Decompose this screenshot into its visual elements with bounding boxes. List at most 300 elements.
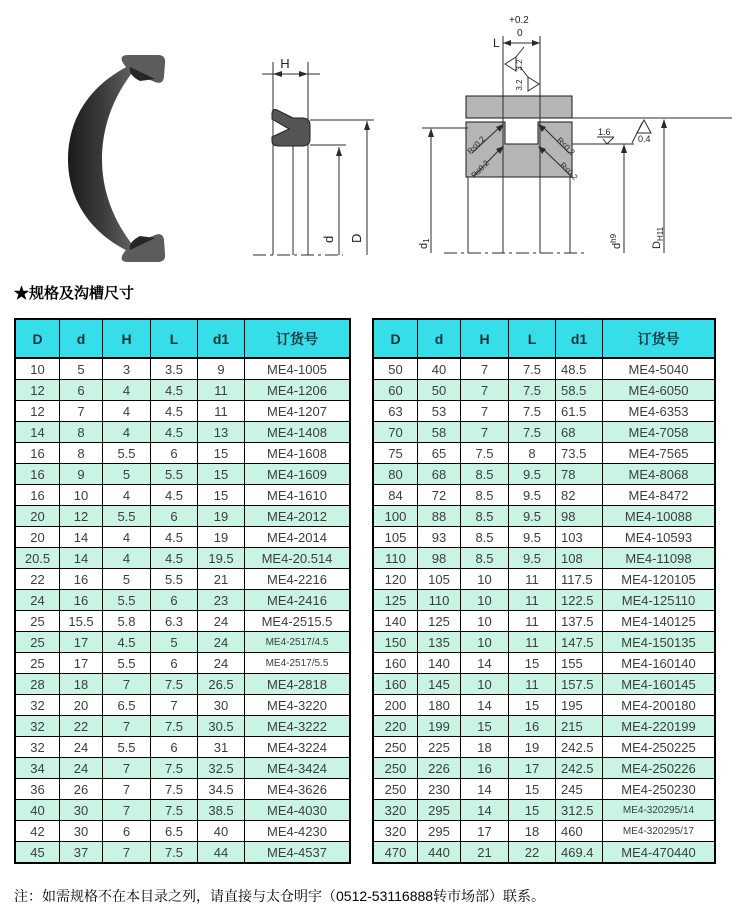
dimension-cell: 5.5 bbox=[103, 443, 151, 464]
dimension-cell: 7.5 bbox=[509, 380, 556, 401]
dimension-cell: 68 bbox=[418, 464, 461, 485]
dimension-cell: 15.5 bbox=[60, 611, 103, 632]
dim-label-DH11: $D_{H11}$ bbox=[651, 226, 665, 249]
table-row bbox=[373, 443, 715, 464]
dimension-cell: 7 bbox=[461, 358, 509, 380]
dimension-cell: 6.3 bbox=[151, 611, 198, 632]
dimension-cell: 18 bbox=[461, 737, 509, 758]
dimension-cell: 8 bbox=[60, 422, 103, 443]
dimension-cell: 25 bbox=[15, 611, 60, 632]
dimension-cell: 4 bbox=[103, 422, 151, 443]
dimension-cell: 18 bbox=[509, 821, 556, 842]
dimension-cell: 10 bbox=[461, 632, 509, 653]
dimension-cell: 75 bbox=[373, 443, 418, 464]
dimension-cell: 105 bbox=[373, 527, 418, 548]
column-header: D bbox=[373, 319, 418, 358]
dimension-cell: 105 bbox=[418, 569, 461, 590]
dimension-cell: 24 bbox=[198, 653, 245, 674]
dimension-cell: 7 bbox=[103, 758, 151, 779]
dimension-cell: 34.5 bbox=[198, 779, 245, 800]
dimension-cell: 460 bbox=[556, 821, 603, 842]
dimension-cell: 19.5 bbox=[198, 548, 245, 569]
dimension-cell: 7.5 bbox=[151, 716, 198, 737]
dimension-cell: 7.5 bbox=[151, 674, 198, 695]
table-row bbox=[373, 611, 715, 632]
dimension-cell: 14 bbox=[60, 548, 103, 569]
table-row bbox=[373, 674, 715, 695]
tolerance-upper: +0.2 bbox=[509, 15, 529, 26]
column-header: 订货号 bbox=[603, 319, 716, 358]
dimension-cell: 6 bbox=[151, 737, 198, 758]
dimension-cell: 15 bbox=[198, 443, 245, 464]
dimension-cell: 4 bbox=[103, 527, 151, 548]
dim-label-d1: d1 bbox=[418, 238, 431, 249]
dimension-cell: 122.5 bbox=[556, 590, 603, 611]
order-number-cell: ME4-6353 bbox=[603, 401, 716, 422]
dimension-cell: 125 bbox=[418, 611, 461, 632]
dimension-cell: 5.5 bbox=[103, 653, 151, 674]
dimension-cell: 7.5 bbox=[509, 358, 556, 380]
dimension-cell: 8.5 bbox=[461, 485, 509, 506]
dimension-cell: 195 bbox=[556, 695, 603, 716]
dimension-cell: 14 bbox=[461, 695, 509, 716]
dimension-cell: 200 bbox=[373, 695, 418, 716]
dimension-cell: 8 bbox=[60, 443, 103, 464]
table-row bbox=[15, 737, 350, 758]
order-number-cell: ME4-1005 bbox=[245, 358, 351, 380]
dimension-cell: 84 bbox=[373, 485, 418, 506]
dimension-cell: 11 bbox=[509, 632, 556, 653]
dimension-cell: 21 bbox=[461, 842, 509, 864]
dimension-cell: 5.5 bbox=[103, 506, 151, 527]
order-number-cell: ME4-1608 bbox=[245, 443, 351, 464]
dimension-cell: 24 bbox=[60, 758, 103, 779]
dimension-cell: 140 bbox=[418, 653, 461, 674]
dimension-cell: 23 bbox=[198, 590, 245, 611]
dimension-cell: 42 bbox=[15, 821, 60, 842]
dimension-cell: 20 bbox=[60, 695, 103, 716]
table-row bbox=[15, 527, 350, 548]
radius-note: R≤0.2 bbox=[469, 158, 491, 180]
dim-label-D: D bbox=[349, 233, 364, 243]
dimension-cell: 5 bbox=[103, 464, 151, 485]
dimension-cell: 110 bbox=[373, 548, 418, 569]
dimension-cell: 73.5 bbox=[556, 443, 603, 464]
dimension-cell: 10 bbox=[15, 358, 60, 380]
dimension-cell: 120 bbox=[373, 569, 418, 590]
dimension-cell: 4.5 bbox=[151, 422, 198, 443]
dimension-cell: 80 bbox=[373, 464, 418, 485]
dimension-cell: 11 bbox=[509, 590, 556, 611]
dimension-cell: 4.5 bbox=[151, 527, 198, 548]
dimension-cell: 22 bbox=[15, 569, 60, 590]
order-number-cell: ME4-125110 bbox=[603, 590, 716, 611]
order-number-cell: ME4-2818 bbox=[245, 674, 351, 695]
dimension-cell: 68 bbox=[556, 422, 603, 443]
order-number-cell: ME4-1206 bbox=[245, 380, 351, 401]
dimension-cell: 295 bbox=[418, 800, 461, 821]
order-number-cell: ME4-6050 bbox=[603, 380, 716, 401]
dimension-cell: 125 bbox=[373, 590, 418, 611]
header-row bbox=[15, 319, 350, 358]
dimension-cell: 78 bbox=[556, 464, 603, 485]
order-number-cell: ME4-320295/14 bbox=[603, 800, 716, 821]
radius-note: R≤0.2 bbox=[558, 160, 580, 182]
dimension-cell: 16 bbox=[509, 716, 556, 737]
dimension-cell: 48.5 bbox=[556, 358, 603, 380]
dimension-cell: 44 bbox=[198, 842, 245, 864]
table-row bbox=[373, 527, 715, 548]
dimension-cell: 4 bbox=[103, 485, 151, 506]
dimension-cell: 9.5 bbox=[509, 485, 556, 506]
dimension-cell: 7.5 bbox=[509, 422, 556, 443]
dimension-cell: 17 bbox=[60, 653, 103, 674]
dimension-cell: 6 bbox=[151, 506, 198, 527]
dimension-cell: 6 bbox=[103, 821, 151, 842]
table-row bbox=[15, 695, 350, 716]
order-number-cell: ME4-150135 bbox=[603, 632, 716, 653]
table-row bbox=[15, 842, 350, 864]
dimension-cell: 9.5 bbox=[509, 548, 556, 569]
dimension-cell: 37 bbox=[60, 842, 103, 864]
order-number-cell: ME4-120105 bbox=[603, 569, 716, 590]
order-number-cell: ME4-1408 bbox=[245, 422, 351, 443]
dimension-cell: 16 bbox=[60, 569, 103, 590]
dimension-cell: 14 bbox=[461, 800, 509, 821]
dimension-cell: 98 bbox=[418, 548, 461, 569]
dimension-cell: 6.5 bbox=[103, 695, 151, 716]
dimension-cell: 72 bbox=[418, 485, 461, 506]
dimension-cell: 11 bbox=[509, 611, 556, 632]
dimension-cell: 14 bbox=[15, 422, 60, 443]
dimension-cell: 17 bbox=[509, 758, 556, 779]
order-number-cell: ME4-2515.5 bbox=[245, 611, 351, 632]
table-row bbox=[373, 506, 715, 527]
order-number-cell: ME4-250225 bbox=[603, 737, 716, 758]
dimension-cell: 7.5 bbox=[151, 758, 198, 779]
dimension-cell: 15 bbox=[509, 779, 556, 800]
dim-label-H: H bbox=[280, 56, 290, 71]
dimension-cell: 8.5 bbox=[461, 506, 509, 527]
dimension-cell: 3 bbox=[103, 358, 151, 380]
column-header: H bbox=[103, 319, 151, 358]
order-number-cell: ME4-1610 bbox=[245, 485, 351, 506]
order-number-cell: ME4-160145 bbox=[603, 674, 716, 695]
table-row bbox=[15, 485, 350, 506]
order-number-cell: ME4-3222 bbox=[245, 716, 351, 737]
dimension-cell: 14 bbox=[461, 779, 509, 800]
column-header: d1 bbox=[198, 319, 245, 358]
dimension-cell: 40 bbox=[198, 821, 245, 842]
dimension-cell: 320 bbox=[373, 800, 418, 821]
dimension-cell: 17 bbox=[60, 632, 103, 653]
dimension-cell: 226 bbox=[418, 758, 461, 779]
order-number-cell: ME4-470440 bbox=[603, 842, 716, 864]
u-cup-seal-shape bbox=[68, 55, 165, 262]
dimension-cell: 30 bbox=[198, 695, 245, 716]
dimension-cell: 82 bbox=[556, 485, 603, 506]
dimension-cell: 30.5 bbox=[198, 716, 245, 737]
order-number-cell: ME4-2517/4.5 bbox=[245, 632, 351, 653]
dimension-cell: 40 bbox=[15, 800, 60, 821]
dimension-cell: 6 bbox=[60, 380, 103, 401]
dimension-cell: 7 bbox=[461, 422, 509, 443]
dimension-cell: 7 bbox=[60, 401, 103, 422]
dimension-cell: 11 bbox=[198, 401, 245, 422]
radius-note: R≤0.2 bbox=[465, 134, 487, 156]
dimension-cell: 440 bbox=[418, 842, 461, 864]
table-row bbox=[373, 464, 715, 485]
dimension-cell: 4.5 bbox=[151, 548, 198, 569]
dimension-cell: 18 bbox=[60, 674, 103, 695]
table-row bbox=[15, 422, 350, 443]
table-row bbox=[373, 569, 715, 590]
dimension-cell: 5.5 bbox=[151, 464, 198, 485]
column-header: H bbox=[461, 319, 509, 358]
dimension-cell: 4.5 bbox=[103, 632, 151, 653]
dimension-cell: 6 bbox=[151, 443, 198, 464]
dimension-cell: 135 bbox=[418, 632, 461, 653]
order-number-cell: ME4-250226 bbox=[603, 758, 716, 779]
dimension-cell: 250 bbox=[373, 779, 418, 800]
dimension-cell: 117.5 bbox=[556, 569, 603, 590]
order-number-cell: ME4-2517/5.5 bbox=[245, 653, 351, 674]
order-number-cell: ME4-2216 bbox=[245, 569, 351, 590]
dimension-cell: 155 bbox=[556, 653, 603, 674]
dimension-cell: 8.5 bbox=[461, 548, 509, 569]
table-row bbox=[373, 842, 715, 864]
surface-finish-0-4: 0.4 bbox=[638, 134, 651, 144]
dimension-cell: 50 bbox=[373, 358, 418, 380]
dimension-cell: 16 bbox=[15, 464, 60, 485]
dimension-cell: 11 bbox=[509, 674, 556, 695]
dimension-cell: 20 bbox=[15, 506, 60, 527]
table-row bbox=[373, 422, 715, 443]
dimension-cell: 58 bbox=[418, 422, 461, 443]
table-row bbox=[373, 737, 715, 758]
dimension-cell: 6 bbox=[151, 590, 198, 611]
dimension-cell: 16 bbox=[60, 590, 103, 611]
dim-label-L: L bbox=[493, 36, 500, 50]
dimension-cell: 15 bbox=[509, 653, 556, 674]
dimension-cell: 7 bbox=[103, 800, 151, 821]
dimension-cell: 137.5 bbox=[556, 611, 603, 632]
order-number-cell: ME4-4230 bbox=[245, 821, 351, 842]
u-cup-profile bbox=[272, 110, 310, 147]
dimension-cell: 32 bbox=[15, 716, 60, 737]
groove-dimension-drawing bbox=[402, 6, 742, 270]
table-row bbox=[373, 779, 715, 800]
table-row bbox=[373, 590, 715, 611]
dimension-cell: 242.5 bbox=[556, 737, 603, 758]
dimension-cell: 16 bbox=[15, 485, 60, 506]
table-row bbox=[15, 358, 350, 380]
dimension-cell: 9.5 bbox=[509, 464, 556, 485]
dimension-cell: 4 bbox=[103, 380, 151, 401]
spec-tables bbox=[14, 318, 716, 864]
dimension-cell: 225 bbox=[418, 737, 461, 758]
dimension-cell: 58.5 bbox=[556, 380, 603, 401]
dimension-cell: 14 bbox=[60, 527, 103, 548]
dimension-cell: 7 bbox=[103, 779, 151, 800]
dimension-cell: 20.5 bbox=[15, 548, 60, 569]
order-number-cell: ME4-1609 bbox=[245, 464, 351, 485]
dimension-cell: 5 bbox=[151, 632, 198, 653]
dimension-cell: 10 bbox=[461, 590, 509, 611]
table-row bbox=[373, 401, 715, 422]
dimension-cell: 250 bbox=[373, 737, 418, 758]
order-number-cell: ME4-2416 bbox=[245, 590, 351, 611]
dimension-cell: 24 bbox=[198, 632, 245, 653]
dimension-cell: 8.5 bbox=[461, 527, 509, 548]
column-header: L bbox=[151, 319, 198, 358]
spec-table-left bbox=[14, 318, 351, 864]
dimension-cell: 9 bbox=[60, 464, 103, 485]
dimension-cell: 469.4 bbox=[556, 842, 603, 864]
dimension-cell: 26.5 bbox=[198, 674, 245, 695]
order-number-cell: ME4-3220 bbox=[245, 695, 351, 716]
dimension-cell: 28 bbox=[15, 674, 60, 695]
surface-finish-1-6: 1.6 bbox=[598, 127, 611, 137]
dimension-cell: 34 bbox=[15, 758, 60, 779]
dimension-cell: 7.5 bbox=[509, 401, 556, 422]
dimension-cell: 7.5 bbox=[461, 443, 509, 464]
dimension-cell: 145 bbox=[418, 674, 461, 695]
dimension-cell: 26 bbox=[60, 779, 103, 800]
dimension-cell: 8 bbox=[509, 443, 556, 464]
order-number-cell: ME4-4030 bbox=[245, 800, 351, 821]
dimension-cell: 108 bbox=[556, 548, 603, 569]
dimension-cell: 60 bbox=[373, 380, 418, 401]
dimension-cell: 7 bbox=[461, 380, 509, 401]
dimension-cell: 22 bbox=[60, 716, 103, 737]
table-row bbox=[15, 800, 350, 821]
table-row bbox=[15, 779, 350, 800]
table-row bbox=[15, 674, 350, 695]
dimension-cell: 4.5 bbox=[151, 401, 198, 422]
dimension-cell: 180 bbox=[418, 695, 461, 716]
order-number-cell: ME4-2012 bbox=[245, 506, 351, 527]
tolerance-lower: 0 bbox=[517, 28, 523, 39]
dimension-cell: 65 bbox=[418, 443, 461, 464]
table-row bbox=[373, 358, 715, 380]
order-number-cell: ME4-140125 bbox=[603, 611, 716, 632]
dimension-cell: 220 bbox=[373, 716, 418, 737]
order-number-cell: ME4-3626 bbox=[245, 779, 351, 800]
table-row bbox=[373, 380, 715, 401]
table-row bbox=[373, 632, 715, 653]
dimension-cell: 9.5 bbox=[509, 527, 556, 548]
column-header: 订货号 bbox=[245, 319, 351, 358]
radius-note: R≤0.2 bbox=[555, 135, 577, 157]
order-number-cell: ME4-7058 bbox=[603, 422, 716, 443]
order-number-cell: ME4-10088 bbox=[603, 506, 716, 527]
dimension-cell: 17 bbox=[461, 821, 509, 842]
dimension-cell: 250 bbox=[373, 758, 418, 779]
dimension-cell: 98 bbox=[556, 506, 603, 527]
dimension-cell: 245 bbox=[556, 779, 603, 800]
dimension-cell: 10 bbox=[461, 569, 509, 590]
order-number-cell: ME4-200180 bbox=[603, 695, 716, 716]
dimension-cell: 150 bbox=[373, 632, 418, 653]
table-row bbox=[15, 380, 350, 401]
table-row bbox=[373, 548, 715, 569]
dimension-cell: 15 bbox=[461, 716, 509, 737]
dimension-cell: 199 bbox=[418, 716, 461, 737]
dimension-cell: 24 bbox=[15, 590, 60, 611]
order-number-cell: ME4-320295/17 bbox=[603, 821, 716, 842]
dimension-cell: 13 bbox=[198, 422, 245, 443]
dimension-cell: 25 bbox=[15, 632, 60, 653]
order-number-cell: ME4-10593 bbox=[603, 527, 716, 548]
table-row bbox=[15, 821, 350, 842]
dimension-cell: 15 bbox=[198, 485, 245, 506]
table-row bbox=[373, 653, 715, 674]
dimension-cell: 45 bbox=[15, 842, 60, 864]
dimension-cell: 7 bbox=[103, 842, 151, 864]
table-row bbox=[15, 611, 350, 632]
dimension-cell: 14 bbox=[461, 653, 509, 674]
column-header: L bbox=[509, 319, 556, 358]
order-number-cell: ME4-8472 bbox=[603, 485, 716, 506]
dimension-cell: 8.5 bbox=[461, 464, 509, 485]
dimension-cell: 242.5 bbox=[556, 758, 603, 779]
column-header: d bbox=[418, 319, 461, 358]
table-row bbox=[373, 716, 715, 737]
dimension-cell: 11 bbox=[198, 380, 245, 401]
dimension-cell: 7.5 bbox=[151, 842, 198, 864]
table-row bbox=[15, 506, 350, 527]
dimension-cell: 6.5 bbox=[151, 821, 198, 842]
dimension-cell: 16 bbox=[15, 443, 60, 464]
dimension-cell: 36 bbox=[15, 779, 60, 800]
dimension-cell: 19 bbox=[509, 737, 556, 758]
dimension-cell: 312.5 bbox=[556, 800, 603, 821]
dimension-cell: 20 bbox=[15, 527, 60, 548]
order-number-cell: ME4-5040 bbox=[603, 358, 716, 380]
dimension-cell: 103 bbox=[556, 527, 603, 548]
order-number-cell: ME4-160140 bbox=[603, 653, 716, 674]
dimension-cell: 21 bbox=[198, 569, 245, 590]
dimension-cell: 215 bbox=[556, 716, 603, 737]
dimension-cell: 19 bbox=[198, 506, 245, 527]
dimension-cell: 7 bbox=[103, 674, 151, 695]
column-header: d bbox=[60, 319, 103, 358]
dimension-cell: 7.5 bbox=[151, 779, 198, 800]
dimension-cell: 140 bbox=[373, 611, 418, 632]
dimension-cell: 61.5 bbox=[556, 401, 603, 422]
column-header: d1 bbox=[556, 319, 603, 358]
dimension-cell: 25 bbox=[15, 653, 60, 674]
dimension-cell: 7.5 bbox=[151, 800, 198, 821]
dimension-cell: 160 bbox=[373, 674, 418, 695]
order-number-cell: ME4-8068 bbox=[603, 464, 716, 485]
dimension-cell: 32.5 bbox=[198, 758, 245, 779]
dimension-cell: 3.5 bbox=[151, 358, 198, 380]
dimension-cell: 5.5 bbox=[103, 737, 151, 758]
dimension-cell: 32 bbox=[15, 737, 60, 758]
order-number-cell: ME4-1207 bbox=[245, 401, 351, 422]
order-number-cell: ME4-7565 bbox=[603, 443, 716, 464]
dimension-cell: 63 bbox=[373, 401, 418, 422]
order-number-cell: ME4-2014 bbox=[245, 527, 351, 548]
dimension-cell: 24 bbox=[60, 737, 103, 758]
order-number-cell: ME4-220199 bbox=[603, 716, 716, 737]
dimension-cell: 15 bbox=[509, 695, 556, 716]
dimension-cell: 6 bbox=[151, 653, 198, 674]
dimension-cell: 110 bbox=[418, 590, 461, 611]
dimension-cell: 5 bbox=[103, 569, 151, 590]
